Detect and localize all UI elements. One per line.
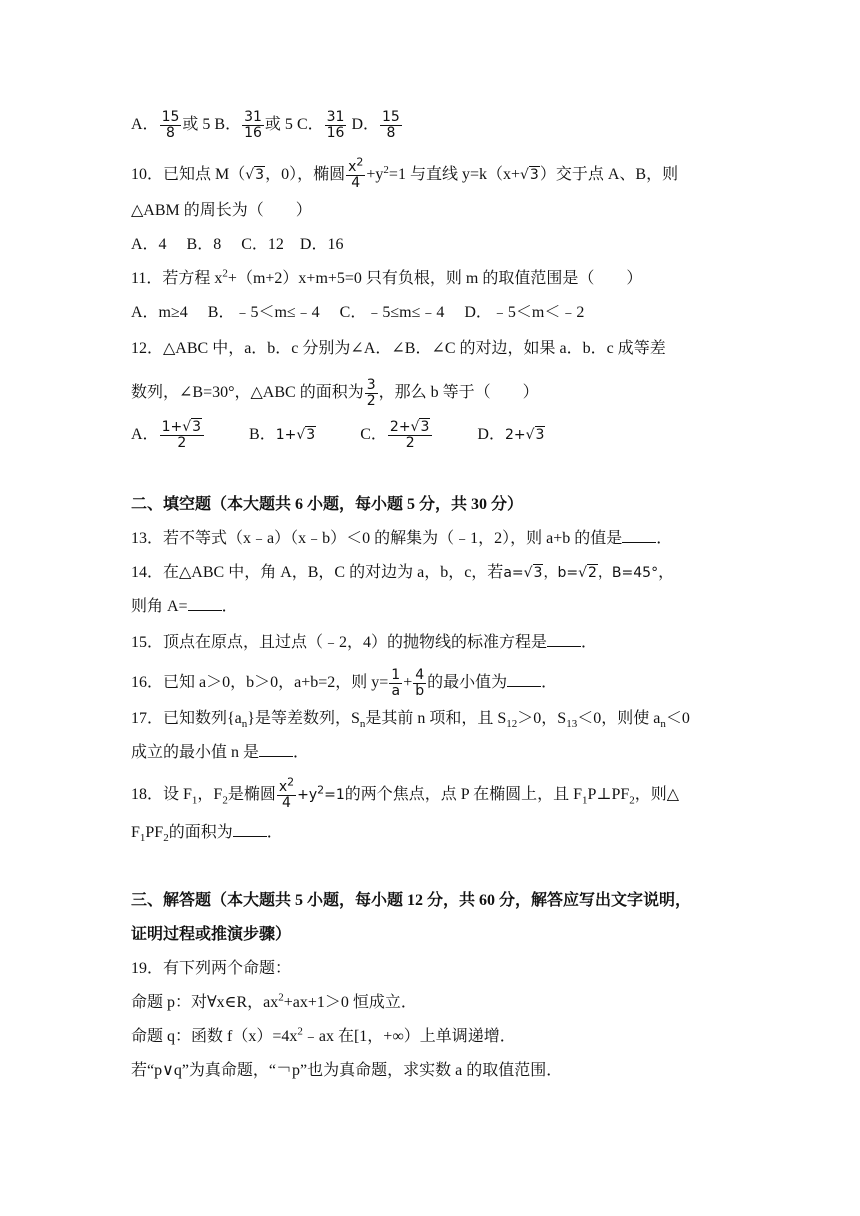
sub: 2: [163, 832, 169, 845]
answer-blank: [259, 742, 293, 757]
text: 16．已知 a＞0，b＞0，a+b=2，则 y=: [131, 674, 389, 692]
question-14-line-1: [131, 562, 674, 584]
text: 是椭圆: [227, 786, 276, 804]
numerator: [160, 420, 204, 436]
fraction: [325, 110, 347, 141]
sub: n: [660, 718, 666, 731]
numerator: [388, 420, 432, 436]
text: 18．设 F: [131, 786, 192, 804]
question-19-line-4: 若“p∨q”为真命题，“￢p”也为真命题，求实数 a 的取值范围．: [131, 1062, 563, 1079]
question-16: [131, 668, 557, 699]
text: =1: [324, 787, 345, 804]
denominator: 4: [351, 175, 361, 191]
text: 13．若不等式（x﹣a）（x﹣b）＜0 的解集为（﹣1，2），则 a+b 的值是: [131, 530, 623, 547]
question-12-line-1: 12．△ABC 中，a．b．c 分别为∠A．∠B．∠C 的对边，如果 a．b．c 成等差: [131, 340, 666, 357]
sub: 1: [191, 794, 198, 807]
math-b: ，b=√2: [543, 565, 597, 581]
numerator: 3: [366, 377, 376, 393]
question-18-line-2: [131, 822, 283, 844]
text: ＜0，则使 a: [577, 710, 661, 727]
answer-blank: [507, 672, 541, 687]
option-c-label: C．: [360, 426, 387, 444]
sup: 2: [317, 783, 325, 797]
numerator: [277, 775, 296, 796]
sub: 13: [566, 718, 578, 731]
option-b-label: B．: [249, 426, 276, 444]
radicand: 3: [535, 427, 545, 444]
denominator: 4: [282, 795, 291, 811]
question-10-options: A．4 B．8 C．12 D．16: [131, 236, 344, 253]
text: ．: [581, 634, 598, 651]
text: 则角 A=: [131, 598, 188, 615]
fraction: [389, 668, 402, 699]
sup: 2: [287, 775, 295, 789]
text: 数列，∠B=30°，△ABC 的面积为: [131, 384, 364, 402]
denominator: a: [391, 683, 401, 699]
radicand: 2: [588, 565, 597, 581]
text: P⊥PF: [587, 786, 630, 804]
text: 2+: [504, 427, 526, 444]
denominator: 2: [366, 393, 376, 409]
text: F: [131, 824, 140, 841]
question-18-line-1: [131, 775, 680, 811]
text: 成立的最小值 n 是: [131, 744, 260, 761]
text: 命题 q：函数 f（x）=4x: [131, 1028, 298, 1045]
answer-blank: [547, 632, 581, 647]
text: 的面积为: [168, 824, 233, 841]
text: ．: [541, 674, 558, 692]
sqrt-expression: √3: [182, 419, 202, 435]
question-17-line-1: [131, 708, 690, 730]
section-2-heading: 二、填空题（本大题共 6 小题，每小题 5 分，共 30 分）: [131, 496, 524, 513]
denominator: b: [415, 683, 425, 699]
math-a: a=√3: [503, 565, 543, 581]
numerator: 31: [326, 109, 345, 125]
text: ＞0，S: [517, 710, 567, 727]
fraction: [346, 155, 365, 191]
text: 2+: [389, 419, 411, 435]
math-tail: [297, 783, 345, 804]
sub: 12: [506, 718, 518, 731]
text: 1+: [161, 419, 183, 435]
text: 的最小值为: [427, 674, 508, 692]
text: ﹣ax 在[1，+∞）上单调递增．: [302, 1028, 516, 1045]
answer-blank: [622, 528, 656, 543]
text: ．: [266, 824, 283, 841]
question-13: [131, 528, 672, 550]
text: +（m+2）x+m+5=0 只有负根，则 m 的取值范围是（ ）: [227, 270, 643, 287]
var: x: [278, 779, 288, 795]
option-text: 或 5: [264, 116, 293, 134]
fraction: [160, 110, 182, 141]
text: ，b=: [543, 565, 579, 581]
text: ，则△: [634, 786, 680, 804]
var: x: [348, 159, 357, 175]
text: }是等差数列，S: [247, 710, 360, 727]
denominator: 8: [386, 125, 396, 141]
sub: 1: [582, 794, 588, 807]
sup: 2: [278, 991, 284, 1004]
text: 11．若方程 x: [131, 270, 223, 287]
sqrt-expression: √3: [410, 419, 430, 435]
text: 14．在△ABC 中，角 A，B，C 的对边为 a，b，c，若: [131, 564, 504, 581]
option-text: 或 5: [182, 116, 211, 134]
text: 命题 p：对∀x∈R，ax: [131, 994, 279, 1011]
sup: 2: [383, 163, 389, 176]
math-angle: ，B=45°: [597, 565, 659, 581]
text: 的两个焦点，点 P 在椭圆上，且 F: [344, 786, 582, 804]
numerator: 15: [161, 109, 180, 125]
denominator: 2: [405, 435, 415, 451]
question-19-line-1: 19．有下列两个命题：: [131, 960, 292, 977]
fraction: [242, 110, 264, 141]
sqrt-expression: 2+√3: [504, 427, 545, 444]
q9-options: [131, 110, 403, 141]
option-a-label: A．: [131, 116, 159, 134]
sub: 1: [139, 832, 146, 845]
option-a-label: A．: [131, 426, 159, 444]
option-d-label: D．: [351, 116, 380, 134]
denominator: 8: [166, 125, 175, 141]
numerator: 4: [415, 667, 425, 683]
question-10-line-2: △ABM 的周长为（ ）: [131, 202, 312, 219]
denominator: 2: [177, 435, 187, 451]
radicand: 3: [306, 427, 316, 444]
fraction: [413, 668, 426, 699]
question-11: [131, 268, 642, 290]
sup: 2: [297, 1025, 303, 1038]
denominator: 16: [244, 125, 262, 141]
text: ．: [221, 598, 238, 615]
fraction: [388, 420, 432, 451]
question-17-line-2: [131, 742, 309, 764]
sup: 2: [222, 267, 228, 280]
fraction: [277, 775, 296, 811]
question-11-options: A．m≥4 B．﹣5＜m≤﹣4 C．﹣5≤m≤﹣4 D．﹣5＜m＜﹣2: [131, 304, 585, 321]
text: 1+: [275, 427, 297, 444]
question-15: [131, 632, 597, 654]
sub: n: [241, 718, 248, 731]
text: 15．顶点在原点，且过点（﹣2，4）的抛物线的标准方程是: [131, 634, 548, 651]
numerator: [346, 155, 365, 176]
text: ，F: [197, 786, 223, 804]
sqrt-expression: √3: [245, 167, 265, 184]
text: ）交于点 A、B，则: [539, 166, 679, 184]
question-12-line-2: [131, 378, 539, 409]
text: ＜0: [665, 710, 690, 727]
text: +: [403, 674, 413, 692]
section-3-heading-line-2: 证明过程或推演步骤）: [131, 926, 292, 943]
numerator: 31: [244, 109, 262, 125]
option-b-label: B．: [214, 116, 242, 134]
sub: 2: [222, 794, 228, 807]
answer-blank: [233, 822, 267, 837]
text: ．: [656, 530, 673, 547]
radicand: 3: [529, 167, 539, 184]
text: +ax+1＞0 恒成立．: [283, 994, 417, 1011]
radicand: 3: [533, 565, 543, 581]
numerator: 15: [382, 109, 400, 125]
option-c-label: C．: [296, 116, 324, 134]
fraction: [160, 420, 204, 451]
radicand: 3: [192, 419, 202, 435]
radicand: 3: [420, 419, 430, 435]
radicand: 3: [255, 167, 265, 184]
option-d-label: D．: [477, 426, 505, 444]
text: ，0），椭圆: [265, 166, 346, 184]
text: 10．已知点 M（: [131, 166, 246, 184]
sqrt-expression: 1+√3: [275, 427, 316, 444]
sub: n: [359, 718, 366, 731]
answer-blank: [188, 596, 222, 611]
text: +y: [366, 166, 384, 184]
question-14-line-2: [131, 596, 238, 618]
numerator: 1: [391, 667, 401, 683]
text: 是其前 n 项和，且 S: [365, 710, 507, 727]
question-10-line-1: [131, 155, 679, 191]
text: 17．已知数列{a: [131, 710, 242, 727]
sqrt-expression: √3: [520, 167, 539, 184]
text: a=: [503, 565, 524, 581]
question-19-line-2: [131, 992, 417, 1014]
question-19-line-3: [131, 1026, 516, 1048]
sub: 2: [629, 794, 635, 807]
denominator: 16: [326, 125, 345, 141]
text: +y: [297, 787, 318, 804]
text: PF: [145, 824, 164, 841]
fraction: [380, 110, 402, 141]
section-3-heading-line-1: 三、解答题（本大题共 5 小题，每小题 12 分，共 60 分，解答应写出文字说明，: [131, 892, 692, 909]
sup: 2: [356, 155, 364, 169]
text: =1 与直线 y=k（x+: [388, 166, 520, 184]
question-12-options: [131, 420, 545, 451]
text: ，: [658, 564, 675, 581]
text: ．: [293, 744, 310, 761]
text: ，那么 b 等于（ ）: [378, 384, 539, 402]
fraction: [365, 378, 378, 409]
